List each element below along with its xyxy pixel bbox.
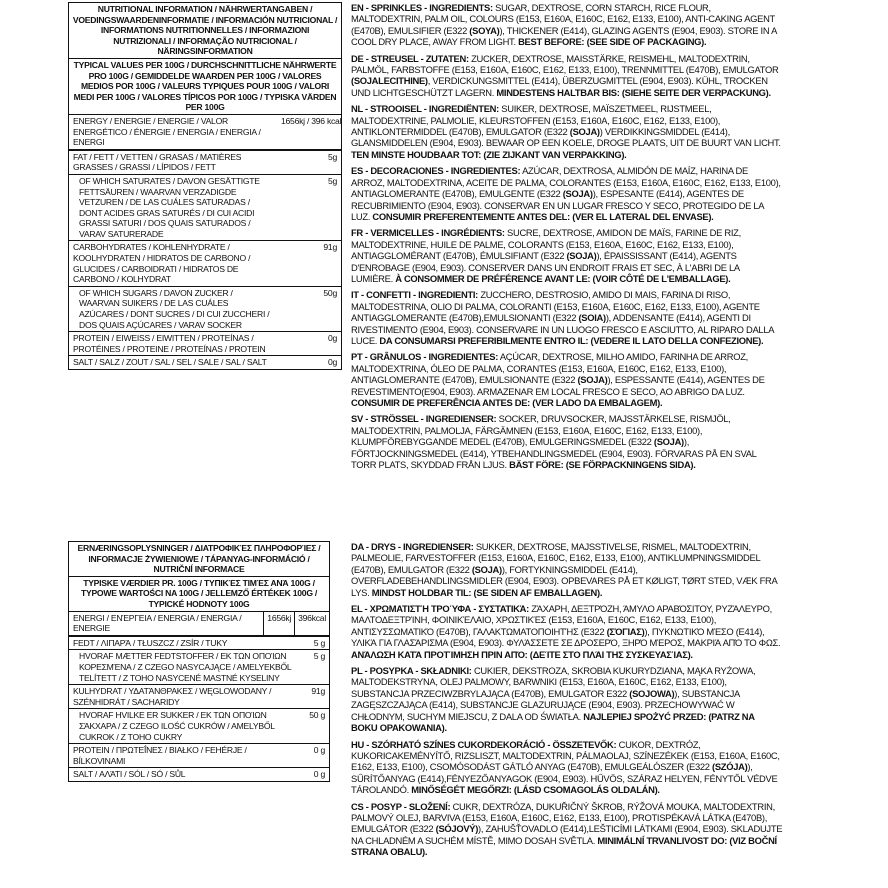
ingredients-text: ), ESPESSANTE (E414), AGENTES DE REVESTIMENTO(E904, E903). ARMAZENAR EM LOCAL FRESCO E SECO, AO ABRIGO DA LUZ. <box>351 374 765 397</box>
nutrient-label: OF WHICH SUGARS / DAVON ZUCKER / WAARVAN SUIKERS / DE LAS CUÁLES AZÚCARES / DONT SUCRES / DI CUI ZUCCHERI / DOS QUAIS AÇÚCARES / VARAV SOCKER <box>79 287 270 330</box>
nutrient-label: KULHYDRAT / ΥΔΑΤΆΝΘΡΑΚΕΣ / WĘGLOWODANY / SZÉNHIDRÁT / SACHARIDY <box>73 686 272 707</box>
nutrient-value: 5g <box>327 175 337 186</box>
best-before: À CONSOMMER DE PRÉFÉRENCE AVANT LE: (VOIR CÔTÉ DE L'EMBALLAGE). <box>395 272 731 284</box>
allergen: (SOJA) <box>562 188 593 200</box>
ingredients-lead: PT - GRÂNULOS - INGREDIENTES: <box>351 351 499 363</box>
nutrient-value: 0g <box>327 333 337 344</box>
nutrition-header: NUTRITIONAL INFORMATION / NÄHRWERTANGABEN / VOEDINGSWAARDENINFORMATIE / INFORMACIÓN NUTRICIONAL / INFORMATIONS NUTRITIONNELLES / INFORMAZIONI NUTRIZIONALI / INFORMAÇÃO NUTRICIONAL / NÄRINGSINFORMATION <box>69 3 341 59</box>
ingredients-lead: IT - CONFETTI - INGREDIENTI: <box>351 289 479 301</box>
ingredients-paragraph <box>351 165 783 222</box>
nutrient-value: 91g <box>311 686 325 697</box>
allergen: (ΣΌΓΙΑΣ) <box>606 625 645 637</box>
nutrient-label: HVORAF MÆTTER FEDTSTOFFER / ΕΚ ΤΩΝ ΟΠΟΊΩΝ ΚΟΡΕΣΜΈΝΑ / Z CZEGO NASYCAJĄCE / AMELYEKBŐL TELÍTETT / Z TOHO NASYCENÉ MASTNÉ KYSELINY <box>79 651 292 683</box>
ingredients-text: ), ESPESANTE (E414), AGENTES DE RECUBRIMIENTO (E904, E903). CONSERVAR EN UN LUGAR FRESCO Y SECO, PROTEGIDO DE LA LUZ. <box>351 188 764 222</box>
ingredients-text: ZUCCHERO, DESTROSIO, AMIDO DI MAIS, FARINA DI RISO, MALTODESTRINA, OLIO DI PALMA, COLORANTI (E153, E160A, E160C, E162, E133, E100), AGENTE ANTIAGGLOMERANTE (E470B),EMULSIONANTI (E322 <box>351 289 760 324</box>
ingredients-text: ), SŰRÍTŐANYAG (E414),FÉNYEZŐANYAGOK (E904, E903). HŰVÖS, SZÁRAZ HELYEN, FÉNYTŐL VÉDVE TÁROLANDÓ. <box>351 761 778 796</box>
ingredients-paragraph <box>351 53 783 99</box>
ingredients-paragraph <box>351 739 783 796</box>
ingredients-text: ), ΠΥΚΝΩΤΙΚΌ ΜΈΣΟ (E414), ΥΛΙΚΆ ΓΙΑ ΓΛΑΣΆΡΙΣΜΑ (E904, E903). ΦΥΛΆΣΣΕΤΕ ΣΕ ΔΡΟΣΕΡΌ, ΞΗΡΌ ΜΈΡΟΣ, ΜΑΚΡΙΆ ΑΠΌ ΤΟ ΦΩΣ. <box>351 625 781 649</box>
ingredients-paragraph <box>351 665 783 733</box>
nutrient-value: 91g <box>323 242 337 253</box>
nutrient-row <box>69 151 341 175</box>
best-before: CONSUMIR PREFERENTEMENTE ANTES DEL: (VER EL LATERAL DEL ENVASE). <box>372 210 714 222</box>
ingredients-paragraph <box>351 541 783 598</box>
nutrient-value: 5 g <box>313 637 325 648</box>
nutrient-label: PROTEIN / ΠΡΩΤΕΪ́ΝΕΣ / BIAŁKO / FEHÉRJE / BÍLKOVINAMI <box>73 745 247 766</box>
ingredients-text: AZÚCAR, DEXTROSA, ALMIDÓN DE MAÍZ, HARINA DE ARROZ, MALTODEXTRINA, ACEITE DE PALMA, COLORANTES (E153, E160A, E160C, E162, E133, E100), ANTIAGLOMERANTE (E470B), EMULGENTE (E322 <box>351 165 781 200</box>
nutrient-row <box>69 332 341 356</box>
ingredients-paragraph <box>351 2 783 48</box>
allergen: (SOJA) <box>577 374 608 386</box>
ingredients-text: AÇÚCAR, DEXTROSE, MILHO AMIDO, FARINHA DE ARROZ, MALTODEXTRINA, ÓLEO DE PALMA, CORANTES (E153, E160A, E160C, E162, E133, E100), ANTIAGLOMERANTE (E470B), EMULSIONANTE (E322 <box>351 351 748 386</box>
ingredients-text: SOCKER, DRUVSOCKER, MAJSSTÄRKELSE, RISMJÖL, MALTODEXTRIN, PALMOLJA, FÄRGÄMNEN (E153, E160A, E160C, E162, E133, E100), KLUMPFÖREBYGGANDE MEDEL (E470B), EMULGERINGSMEDEL (E322 <box>351 413 731 448</box>
best-before: NAJLEPIEJ SPOŻYĆ PRZED: (PATRZ NA BOKU OPAKOWANIA). <box>351 710 755 734</box>
best-before: TEN MINSTE HOUDBAAR TOT: (ZIE ZIJKANT VAN VERPAKKING). <box>351 148 627 160</box>
nutrient-value: 0 g <box>313 745 325 756</box>
ingredients-text: ), FÖRTJOCKNINGSMEDEL (E414), YTBEHANDLINGSMEDEL (E904, E903). FÖRVARAS PÅ EN SVAL TORR PLATS, SKYDDAD FRÅN LJUS. <box>351 436 757 471</box>
nutrition-header: ERNÆRINGSOPLYSNINGER / ΔΙΑΤΡΟΦΙΚΈΣ ΠΛΗΡΟΦΟΡΊΕΣ / INFORMACJE ŻYWIENIOWE / TÁPANYAG-INFORMÁCIÓ / NUTRIČNÍ INFORMACE <box>69 542 329 577</box>
ingredients-text: SUGAR, DEXTROSE, CORN STARCH, RICE FLOUR, MALTODEXTRIN, PALM OIL, COLOURS (E153, E160A, E160C, E162, E133, E100), ANTI-CAKING AGENT (E470B), EMULSIFIER (E322 <box>351 2 775 36</box>
nutrient-value: 0 g <box>313 769 325 780</box>
ingredients-text: SUCRE, DEXTROSE, AMIDON DE MAÏS, FARINE DE RIZ, MALTODEXTRINE, HUILE DE PALME, COLORANTS (E153, E160A, E160C, E162, E133, E100), ANTIAGGLOMÉRANT (E470B), ÉMULSIFIANT (E322 <box>351 227 741 262</box>
ingredients-lead: HU - SZÓRHATÓ SZÍNES CUKORDEKORÁCIÓ - ÖSSZETEVŐK: <box>351 738 617 750</box>
ingredients-text: ), ÉPAISSISSANT (E414), AGENTS D'ENROBAGE (E904, E903). CONSERVER DANS UN ENDROIT FRAIS ET SEC, À L'ABRI DE LA LUMIÈRE. <box>351 250 740 284</box>
nutrient-label: ENERGY / ENERGIE / ENERGIE / VALOR ENERGÉTICO / ÉNERGIE / ENERGIA / ENERGIA / ENERGI <box>73 115 261 148</box>
ingredients-text: ΖΆΧΑΡΗ, ΔΕΞΤΡΌΖΗ, ΆΜΥΛΟ ΑΡΑΒΌΣΙΤΟΥ, ΡΥΖΆΛΕΥΡΟ, ΜΑΛΤΟΔΕΞΤΡΊΝΗ, ΦΟΙΝΙΚΈΛΑΙΟ, ΧΡΩΣΤΙΚΈΣ (E153, E160A, E160C, E162, E133, E100), ΑΝΤΙΣΥΣΣΩΜΑΤΙΚΌ (E470B), ΓΑΛΑΚΤΩΜΑΤΟΠΟΙΗΤΉΣ (E322 <box>351 603 772 637</box>
ingredients-paragraph <box>351 351 783 408</box>
ingredients-text: ), FORTYKNINGSMIDDEL (E414), OVERFLADEBEHANDLINGSMIDLER (E904, E903). OPBEVARES PÅ ET KØLIGT, TØRT STED, VÆK FRA LYS. <box>351 563 777 598</box>
nutrient-label: CARBOHYDRATES / KOHLENHYDRATE / KOOLHYDRATEN / HIDRATOS DE CARBONO / GLUCIDES / CARBOIDRATI / HIDRATOS DE CARBONO / KOLHYDRAT <box>73 242 251 285</box>
best-before: MINDST HOLDBAR TIL: (SE SIDEN AF EMBALLAGEN). <box>371 586 603 598</box>
ingredients-text: ZUCKER, DEXTROSE, MAISSTÄRKE, REISMEHL, MALTODEXTRIN, PALMÖL, FARBSTOFFE (E153, E160A, E160C, E162, E133, E100), TRENNMITTEL (E470B), EMULGATOR <box>351 52 779 76</box>
ingredients-paragraph <box>351 227 783 284</box>
nutrient-row <box>69 650 329 685</box>
nutrient-row <box>69 241 341 286</box>
nutrient-row <box>69 637 329 651</box>
nutrient-row <box>69 287 341 332</box>
ingredients-lead: DA - DRYS - INGREDIENSER: <box>351 541 474 552</box>
energy-label: ENERGI / ΕΝΈΡΓΕΙΑ / ENERGIA / ENERGIA / ENERGIE <box>73 612 242 634</box>
ingredients-lead: CS - POSYP - SLOŽENÍ: <box>351 800 451 812</box>
allergen: (SOJALECITHINE) <box>351 75 428 87</box>
ingredients-text: SUKKER, DEXTROSE, MAJSSTIVELSE, RISMEL, MALTODEXTRIN, PALMEOLIE, FARVESTOFFER (E153, E160A, E160C, E162, E133, E100), ANTIKLUMPNINGSMIDDEL (E470B), EMULGATOR (E322 <box>351 541 761 575</box>
allergen: (SOJA) <box>653 436 684 448</box>
best-before: BEST BEFORE: (SEE SIDE OF PACKAGING). <box>518 36 707 48</box>
nutrition-table-2 <box>68 541 330 782</box>
nutrient-row <box>69 709 329 744</box>
nutrient-value: 50 g <box>309 710 325 721</box>
allergen: (SOJA) <box>569 126 600 138</box>
nutrient-value: 5g <box>327 151 337 162</box>
ingredients-lead: PL - POSYPKA - SKŁADNIKI: <box>351 665 472 677</box>
ingredients-paragraph <box>351 103 783 160</box>
nutrient-label: PROTEIN / EIWEISS / EIWITTEN / PROTEÍNAS / PROTÉINES / PROTEINE / PROTEÍNAS / PROTEIN <box>73 333 266 354</box>
ingredients-text: SUIKER, DEXTROSE, MAÏSZETMEEL, RIJSTMEEL, MALTODEXTRINE, PALMOLIE, KLEURSTOFFEN (E153, E160A, E160C, E162, E133, E100), ANTIKLONTERMIDDEL (E470B), EMULGATOR (E322 <box>351 103 721 138</box>
ingredients-text: ), ADDENSANTE (E414), AGENTI DI RIVESTIMENTO (E904, E903). CONSERVARE IN UN LUOGO FRESCO E ASCIUTTO, AL RIPARO DALLA LUCE. <box>351 312 774 346</box>
nutrient-value: 5 g <box>313 651 325 662</box>
ingredients-paragraph <box>351 413 783 470</box>
energy-row <box>69 612 329 637</box>
allergen: (SOJOWA) <box>629 687 675 699</box>
ingredients-text: , VERDICKUNGSMITTEL (E414), ÜBERZUGMITTEL (E904, E903). KÜHL, TROCKEN UND LICHTGESCHÜTZT LAGERN. <box>351 75 768 98</box>
nutrient-label: SALT / SALZ / ZOUT / SAL / SEL / SALE / SAL / SALT <box>73 357 267 368</box>
nutrient-label: SALT / ΑΛΆΤΙ / SÓL / SÓ / SŮL <box>73 769 186 780</box>
ingredients-lead: FR - VERMICELLES - INGRÉDIENTS: <box>351 227 505 239</box>
ingredients-text: ), THICKENER (E414), GLAZING AGENTS (E904, E903). STORE IN A COOL DRY PLACE, AWAY FROM LIGHT. <box>351 24 777 48</box>
nutrient-row <box>69 356 341 369</box>
best-before: DA CONSUMARSI PREFERIBILMENTE ENTRO IL: (VEDERE IL LATO DELLA CONFEZIONE). <box>379 334 764 346</box>
best-before: MINŐSÉGÉT MEGŐRZI: (LÁSD CSOMAGOLÁS OLDALÁN). <box>411 784 660 796</box>
nutrient-row <box>69 744 329 768</box>
ingredients-block-1 <box>351 2 783 475</box>
nutrient-row <box>69 175 341 242</box>
allergen: (SOJA) <box>471 563 502 575</box>
nutrient-label: OF WHICH SATURATES / DAVON GESÄTTIGTE FETTSÄUREN / WAARVAN VERZADIGDE VETZUREN / DE LAS CUÁLES SATURADAS / DONT ACIDES GRAS SATURÉS / DI CUI ACIDI GRASSI SATURI / DOS QUAIS SATURADOS / VARAV SATURERADE <box>79 175 260 239</box>
typical-values-header: TYPISKE VÆRDIER PR. 100G / ΤΥΠΙΚΈΣ ΤΙΜΈΣ ΑΝΆ 100G / TYPOWE WARTOŚCI NA 100G / JELLEMZŐ ÉRTÉKEK 100G / TYPICKÉ HODNOTY 100G <box>69 577 329 612</box>
ingredients-lead: ES - DECORACIONES - INGREDIENTES: <box>351 165 521 177</box>
allergen: (SOJA) <box>566 250 597 262</box>
nutrient-value: 0g <box>327 357 337 368</box>
ingredients-paragraph <box>351 603 783 660</box>
best-before: BÄST FÖRE: (SE FÖRPACKNINGENS SIDA). <box>509 459 696 471</box>
nutrient-value: 1656kj / 396 kcal <box>281 115 342 126</box>
nutrient-row <box>69 685 329 709</box>
energy-kcal: 396kcal <box>294 612 329 635</box>
ingredients-text: ) VERDIKKINGSMIDDEL (E414), GLANSMIDDELEN (E904, E903). BEWAAR OP EEN KOELE, DROGE PLAATS, UIT DE BUURT VAN LICHT. <box>351 126 781 149</box>
ingredients-lead: DE - STREUSEL - ZUTATEN: <box>351 52 469 64</box>
typical-values-header: TYPICAL VALUES PER 100G / DURCHSCHNITTLICHE NÄHRWERTE PRO 100G / GEMIDDELDE WAARDEN PER 100G / VALORES MEDIOS POR 100G / VALEURS TYPIQUES POUR 100G / VALORI MEDI PER 100G / VALORES TÍPICOS POR 100G / TYPISKA VÄRDEN PER 100G <box>69 59 341 115</box>
nutrient-label: FAT / FETT / VETTEN / GRASAS / MATIÈRES GRASSES / GRASSI / LÍPIDOS / FETT <box>73 151 242 173</box>
ingredients-lead: EN - SPRINKLES - INGREDIENTS: <box>351 2 493 13</box>
nutrient-label: FEDT / ΛΙΠΑΡΆ / TŁUSZCZ / ZSÍR / TUKY <box>73 637 228 648</box>
nutrient-row <box>69 768 329 781</box>
ingredients-paragraph <box>351 289 783 346</box>
nutrient-row <box>69 115 341 151</box>
nutrient-value: 50g <box>323 287 337 298</box>
ingredients-block-2 <box>351 541 783 863</box>
best-before: CONSUMIR DE PREFERÊNCIA ANTES DE: (VER LADO DA EMBALAGEM). <box>351 397 663 408</box>
ingredients-lead: SV - STRÖSSEL - INGREDIENSER: <box>351 413 497 425</box>
ingredients-text: CUKIER, DEKSTROZA, SKROBIA KUKURYDZIANA, MĄKA RYŻOWA, MALTODEKSTRYNA, OLEJ PALMOWY, BARWNIKI (E153, E160A, E160C, E162, E133, E100), SUBSTANCJA PRZECIWZBRYLAJĄCA (E470B), EMULGATOR E322 <box>351 665 756 699</box>
best-before: MINDESTENS HALTBAR BIS: (SIEHE SEITE DER VERPACKUNG). <box>496 86 771 98</box>
ingredients-lead: NL - STROOISEL - INGREDIËNTEN: <box>351 103 499 115</box>
allergen: (SÓJOVÝ) <box>435 823 479 835</box>
allergen: (SOYA) <box>469 24 500 36</box>
ingredients-text: ), ZAHUŠŤOVADLO (E414),LEŠTICÍMI LÁTKAMI (E904, E903). SKLADUJTE NA CHLADNÉM A SUCHÉM MÍSTĚ, MIMO DOSAH SVĚTLA. <box>351 823 783 846</box>
ingredients-text: ), SUBSTANCJA ZAGĘSZCZAJĄCA (E414), SUBSTANCJE GLAZURUJĄCE (E904, E903). PRZECHOWYWAĆ W CHŁODNYM, SUCHYM MIEJSCU, Z DALA OD ŚWIATŁA. <box>351 687 740 722</box>
ingredients-lead: EL - ΧΡΩΜΑΤΙΣΤΉ ΤΡΟΎΦΑ - ΣΥΣΤΑΤΙΚΆ: <box>351 603 529 615</box>
allergen: (SZÓJA) <box>712 761 748 773</box>
ingredients-paragraph <box>351 801 783 858</box>
energy-kj: 1656kj <box>263 612 294 635</box>
best-before: ΑΝΆΛΩΣΗ ΚΑΤΆ ΠΡΟΤΊΜΗΣΗ ΠΡΙΝ ΑΠΌ: (ΔΕΊΤΕ ΣΤΟ ΠΛΆΙ ΤΗΣ ΣΥΣΚΕΥΑΣΊΑΣ). <box>351 648 693 660</box>
nutrition-table-1 <box>68 2 342 370</box>
ingredients-text: CUKR, DEXTRÓZA, DUKUŘIČNÝ ŠKROB, RÝŽOVÁ MOUKA, MALTODEXTRIN, PALMOVÝ OLEJ, BARVIVA (E153, E160A, E160C, E162, E133, E100), PROTISPÉKAVÁ LÁTKA (E470B), EMULGÁTOR (E322 <box>351 800 775 835</box>
ingredients-text: CUKOR, DEXTRÓZ, KUKORICAKEMÉNYÍTŐ, RIZSLISZT, MALTODEXTRIN, PÁLMAOLAJ, SZÍNEZÉKEK (E153, E160A, E160C, E162, E133, E100), CSOMÓSODÁST GÁTLÓ ANYAG (E470B), EMULGEÁLÓSZER (E322 <box>351 738 780 773</box>
allergen: (SOIA) <box>578 312 606 324</box>
best-before: MINIMÁLNÍ TRVANLIVOST DO: (VIZ BOČNÍ STRANA OBALU). <box>351 834 777 858</box>
nutrient-label: HVORAF HVILKE ER SUKKER / ΕΚ ΤΩΝ ΟΠΟΊΩΝ ΣΆΚΧΑΡΑ / Z CZEGO ILOŚĆ CUKRÓW / AMELYBŐL CUKROK / Z TOHO CUKRY <box>79 710 275 742</box>
